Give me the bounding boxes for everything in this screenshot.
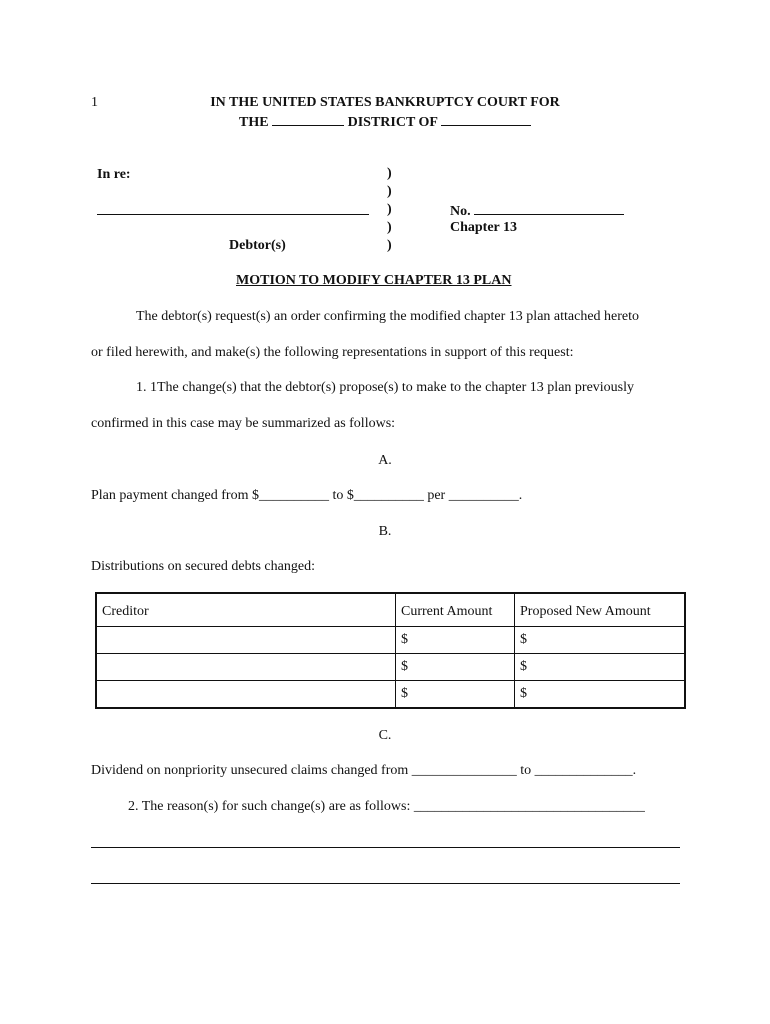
column-header-proposed-amount: Proposed New Amount — [515, 593, 686, 627]
chapter-label: Chapter 13 — [450, 220, 518, 235]
table-row — [96, 681, 685, 709]
current-amount-cell[interactable]: $ — [396, 627, 515, 654]
motion-title: MOTION TO MODIFY CHAPTER 13 PLAN — [236, 273, 512, 288]
intro-line-1: The debtor(s) request(s) an order confirming the modified chapter 13 plan attached hereto — [136, 309, 640, 324]
proposed-amount-cell[interactable]: $ — [515, 627, 686, 654]
current-amount-cell[interactable]: $ — [396, 681, 515, 709]
caption-paren: ) — [387, 238, 392, 253]
court-blank-district[interactable] — [272, 113, 344, 126]
caption-paren: ) — [387, 184, 392, 199]
court-blank-state[interactable] — [441, 113, 531, 126]
reasons-blank-line[interactable] — [91, 883, 680, 884]
intro-line-2: or filed herewith, and make(s) the following representations in support of this request: — [91, 345, 574, 360]
secured-debts-heading: Distributions on secured debts changed: — [91, 559, 315, 574]
section-c-label: C. — [378, 728, 392, 743]
reasons-blank-line[interactable] — [91, 847, 680, 848]
secured-debts-table — [95, 592, 686, 709]
section-b-label: B. — [378, 524, 392, 539]
table-row — [96, 654, 685, 681]
court-header-line2 — [0, 113, 770, 131]
in-re-label: In re: — [97, 167, 131, 182]
case-number-row — [450, 202, 624, 220]
dividend-change: Dividend on nonpriority unsecured claims changed from _______________ to ______________. — [91, 763, 637, 778]
proposed-amount-cell[interactable]: $ — [515, 654, 686, 681]
creditor-cell[interactable] — [96, 627, 396, 654]
debtor-name-line[interactable] — [97, 214, 369, 215]
item2-reasons: 2. The reason(s) for such change(s) are as follows: _________________________________ — [128, 799, 645, 814]
debtors-label: Debtor(s) — [229, 238, 286, 253]
column-header-creditor: Creditor — [96, 593, 396, 627]
creditor-cell[interactable] — [96, 654, 396, 681]
current-amount-cell[interactable]: $ — [396, 654, 515, 681]
case-number-field[interactable] — [474, 202, 624, 215]
court-header-the: THE — [239, 115, 269, 130]
item1-line-1: 1. 1The change(s) that the debtor(s) propose(s) to make to the chapter 13 plan previously — [136, 380, 635, 395]
court-header-line1: IN THE UNITED STATES BANKRUPTCY COURT FOR — [210, 95, 560, 110]
proposed-amount-cell[interactable]: $ — [515, 681, 686, 709]
case-number-label: No. — [450, 204, 471, 219]
caption-paren: ) — [387, 220, 392, 235]
court-header-district-of: DISTRICT OF — [347, 115, 438, 130]
item1-line-2: confirmed in this case may be summarized as follows: — [91, 416, 396, 431]
plan-payment-change: Plan payment changed from $__________ to $__________ per __________. — [91, 488, 523, 503]
column-header-current-amount: Current Amount — [396, 593, 515, 627]
caption-paren: ) — [387, 202, 392, 217]
caption-paren: ) — [387, 166, 392, 181]
table-row — [96, 627, 685, 654]
section-a-label: A. — [378, 453, 392, 468]
creditor-cell[interactable] — [96, 681, 396, 709]
table-header-row — [96, 593, 685, 627]
page-number: 1 — [91, 95, 98, 110]
